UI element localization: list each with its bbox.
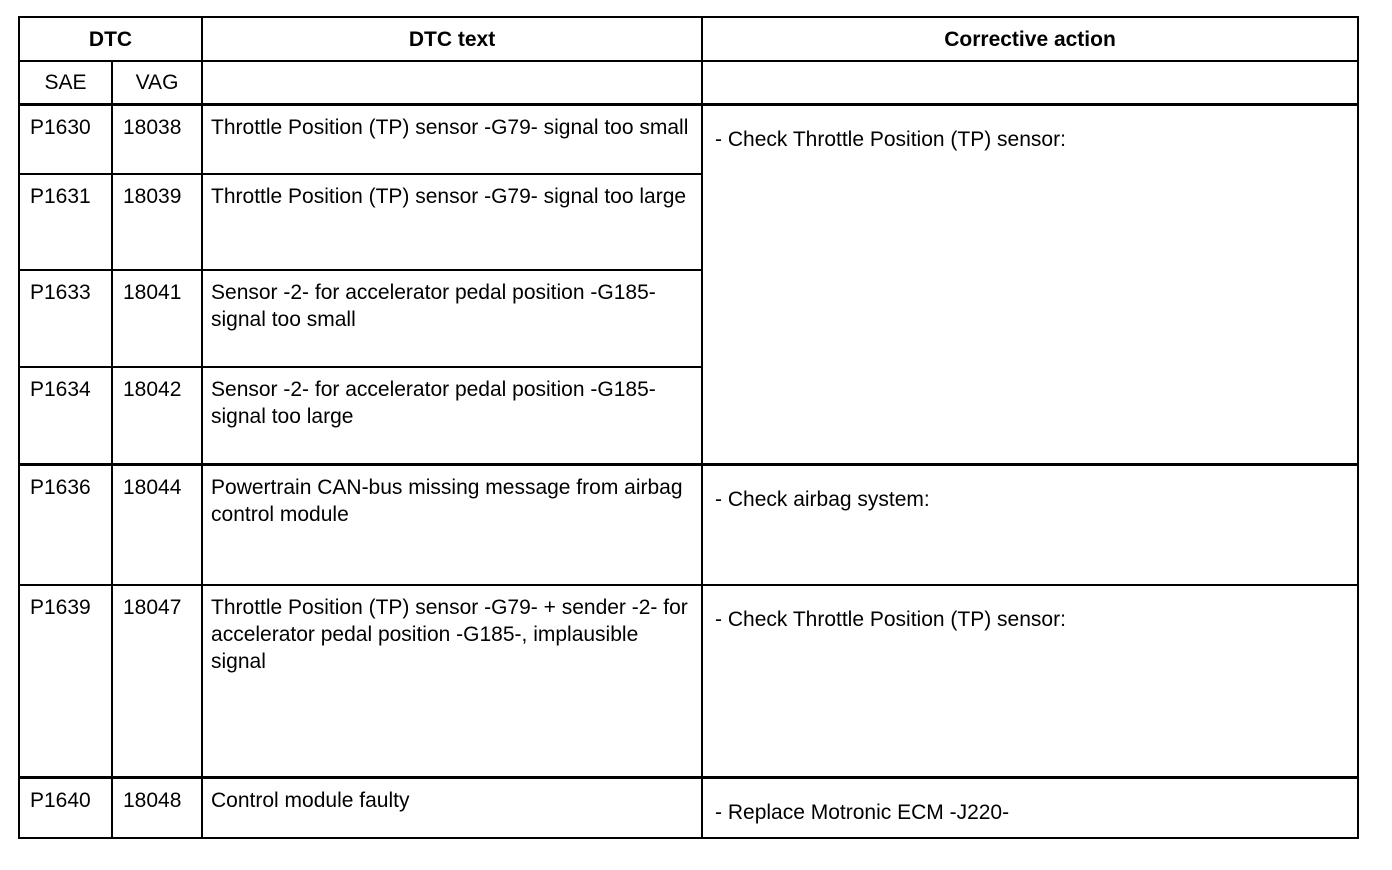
header-vag: VAG [112, 61, 202, 104]
sae-code: P1630 [19, 104, 112, 174]
dtc-text: Sensor -2- for accelerator pedal position -G185- signal too small [202, 270, 702, 367]
header-dtc-text: DTC text [202, 17, 702, 61]
vag-code: 18039 [112, 174, 202, 270]
corrective-action: - Check airbag system: [702, 464, 1358, 585]
table-row [19, 104, 1358, 174]
corrective-action: - Replace Motronic ECM -J220- [702, 777, 1358, 838]
dtc-text: Throttle Position (TP) sensor -G79- signal too large [202, 174, 702, 270]
sae-code: P1640 [19, 777, 112, 838]
vag-code: 18048 [112, 777, 202, 838]
dtc-table [18, 16, 1359, 839]
vag-code: 18041 [112, 270, 202, 367]
header-empty-text [202, 61, 702, 104]
dtc-text: Throttle Position (TP) sensor -G79- signal too small [202, 104, 702, 174]
vag-code: 18044 [112, 464, 202, 585]
sae-code: P1636 [19, 464, 112, 585]
header-dtc: DTC [19, 17, 202, 61]
table-row [19, 585, 1358, 777]
table-row [19, 777, 1358, 838]
dtc-text: Control module faulty [202, 777, 702, 838]
vag-code: 18047 [112, 585, 202, 777]
sae-code: P1631 [19, 174, 112, 270]
table-row [19, 464, 1358, 585]
header-empty-action [702, 61, 1358, 104]
corrective-action: - Check Throttle Position (TP) sensor: [702, 104, 1358, 464]
sae-code: P1633 [19, 270, 112, 367]
header-sae: SAE [19, 61, 112, 104]
header-corrective-action: Corrective action [702, 17, 1358, 61]
sae-code: P1634 [19, 367, 112, 464]
dtc-text: Sensor -2- for accelerator pedal position -G185- signal too large [202, 367, 702, 464]
vag-code: 18038 [112, 104, 202, 174]
dtc-text: Throttle Position (TP) sensor -G79- + sender -2- for accelerator pedal position -G185-, implausible signal [202, 585, 702, 777]
sae-code: P1639 [19, 585, 112, 777]
corrective-action: - Check Throttle Position (TP) sensor: [702, 585, 1358, 777]
vag-code: 18042 [112, 367, 202, 464]
dtc-text: Powertrain CAN-bus missing message from airbag control module [202, 464, 702, 585]
